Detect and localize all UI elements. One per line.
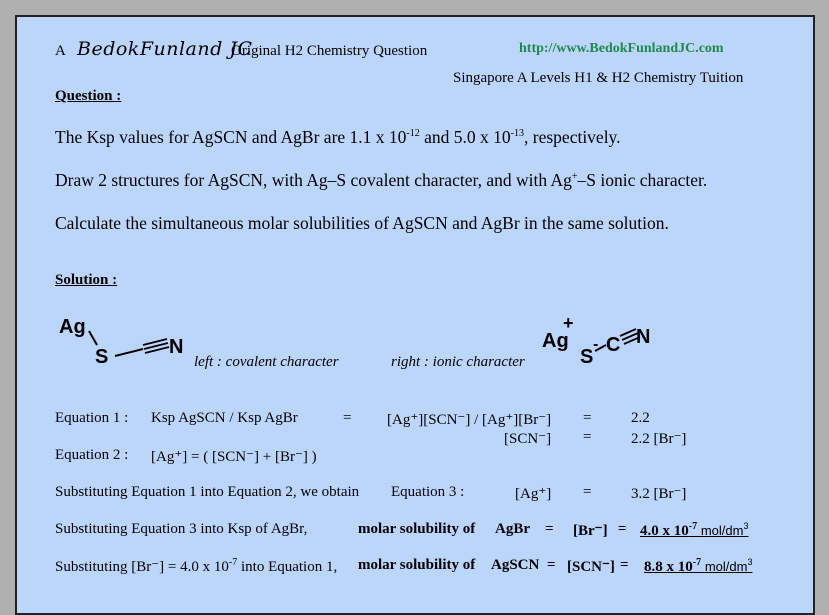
agbr-answer-unit: mol/dm <box>700 523 744 538</box>
sub3-exponent: -7 <box>228 557 238 568</box>
eq3-lhs: [Ag⁺] <box>515 486 552 502</box>
agscn-answer-unit: mol/dm <box>704 559 748 574</box>
left-caption: left : covalent character <box>194 354 339 370</box>
eq1b-lhs: [SCN⁻] <box>504 431 552 447</box>
document-page <box>15 15 815 615</box>
structure-right-minus: - <box>593 336 599 353</box>
sub3-bold-label: molar solubility of <box>358 557 476 573</box>
sub2-text: Substituting Equation 3 into Ksp of AgBr, <box>55 521 308 537</box>
sub3-concentration: [SCN⁻] <box>567 559 615 575</box>
eq3-label: Equation 3 : <box>391 484 465 500</box>
structure-left-n: N <box>169 336 184 358</box>
question-label: Question : <box>55 88 122 104</box>
sub2-concentration: [Br⁻] <box>573 523 608 539</box>
question-ksp-line <box>55 127 621 148</box>
agscn-answer-value: 8.8 x 10 <box>644 559 693 575</box>
question-draw-line <box>55 170 707 191</box>
ksp-exponent-1: -12 <box>406 128 420 140</box>
sub3-text-mid: into Equation 1, <box>237 559 338 575</box>
site-url-link[interactable]: http://www.BedokFunlandJC.com <box>519 41 724 56</box>
brand-logo-text: BedokFunland JC <box>77 38 253 60</box>
sub3-equals-2: = <box>620 557 629 573</box>
agbr-solubility-answer <box>640 521 748 540</box>
structure-left-ag: Ag <box>59 316 86 338</box>
ksp-text-tail: , respectively. <box>524 127 621 147</box>
eq1b-equals: = <box>583 429 592 445</box>
eq2-body: [Ag⁺] = ( [SCN⁻] + [Br⁻] ) <box>151 449 317 465</box>
eq1-label: Equation 1 : <box>55 410 129 426</box>
agbr-unit-exponent: 3 <box>743 521 749 531</box>
eq1-equals-2: = <box>583 410 592 426</box>
sub1-text: Substituting Equation 1 into Equation 2, we obtain <box>55 484 360 500</box>
right-caption: right : ionic character <box>391 354 525 370</box>
agbr-answer-value: 4.0 x 10 <box>640 523 689 539</box>
draw-superscript: + <box>571 171 578 183</box>
eq1-value: 2.2 <box>631 410 650 426</box>
agscn-answer-exponent: -7 <box>692 557 702 568</box>
structure-right-plus: + <box>563 313 574 333</box>
header-prefix: A <box>55 43 66 59</box>
ksp-text: The Ksp values for AgSCN and AgBr are 1.1 x 10 <box>55 127 407 147</box>
sub2-species: AgBr <box>495 521 530 537</box>
draw-text: Draw 2 structures for AgSCN, with Ag–S covalent character, and with Ag <box>55 170 572 190</box>
ionic-structure-diagram <box>540 307 660 367</box>
sub3-species: AgSCN <box>491 557 540 573</box>
solution-label: Solution : <box>55 272 118 288</box>
agscn-solubility-answer <box>644 557 752 576</box>
structure-right-s: S <box>580 346 594 367</box>
eq1-equals: = <box>343 410 352 426</box>
structure-right-ag: Ag <box>542 330 569 352</box>
covalent-structure-diagram <box>55 309 195 369</box>
eq1-rhs: [Ag⁺][SCN⁻] / [Ag⁺][Br⁻] <box>387 412 552 428</box>
eq1b-value: 2.2 [Br⁻] <box>631 431 687 447</box>
sub2-equals-2: = <box>618 521 627 537</box>
header-title: Original H2 Chemistry Question <box>231 43 428 59</box>
sub3-equals: = <box>547 557 556 573</box>
ag-s-bond <box>89 331 97 345</box>
structure-right-c: C <box>606 334 621 356</box>
ksp-exponent-2: -13 <box>510 128 525 140</box>
sub3-text: Substituting [Br⁻] = 4.0 x 10 <box>55 559 229 575</box>
sub3-line <box>55 557 337 576</box>
eq3-value: 3.2 [Br⁻] <box>631 486 687 502</box>
ksp-text-mid: and 5.0 x 10 <box>419 127 511 147</box>
question-calc-line: Calculate the simultaneous molar solubilities of AgSCN and AgBr in the same solution. <box>55 213 669 233</box>
draw-text-tail: –S ionic character. <box>577 170 708 190</box>
structure-left-s: S <box>95 346 109 368</box>
eq3-equals: = <box>583 484 592 500</box>
sub2-bold-label: molar solubility of <box>358 521 476 537</box>
agbr-answer-exponent: -7 <box>688 521 698 532</box>
agscn-unit-exponent: 3 <box>747 557 753 567</box>
eq2-label: Equation 2 : <box>55 447 129 463</box>
header-tagline: Singapore A Levels H1 & H2 Chemistry Tuition <box>453 70 744 86</box>
sub2-equals: = <box>545 521 554 537</box>
s-c-bond <box>115 349 143 356</box>
structure-right-n: N <box>636 326 651 348</box>
eq1-lhs: Ksp AgSCN / Ksp AgBr <box>151 410 298 426</box>
